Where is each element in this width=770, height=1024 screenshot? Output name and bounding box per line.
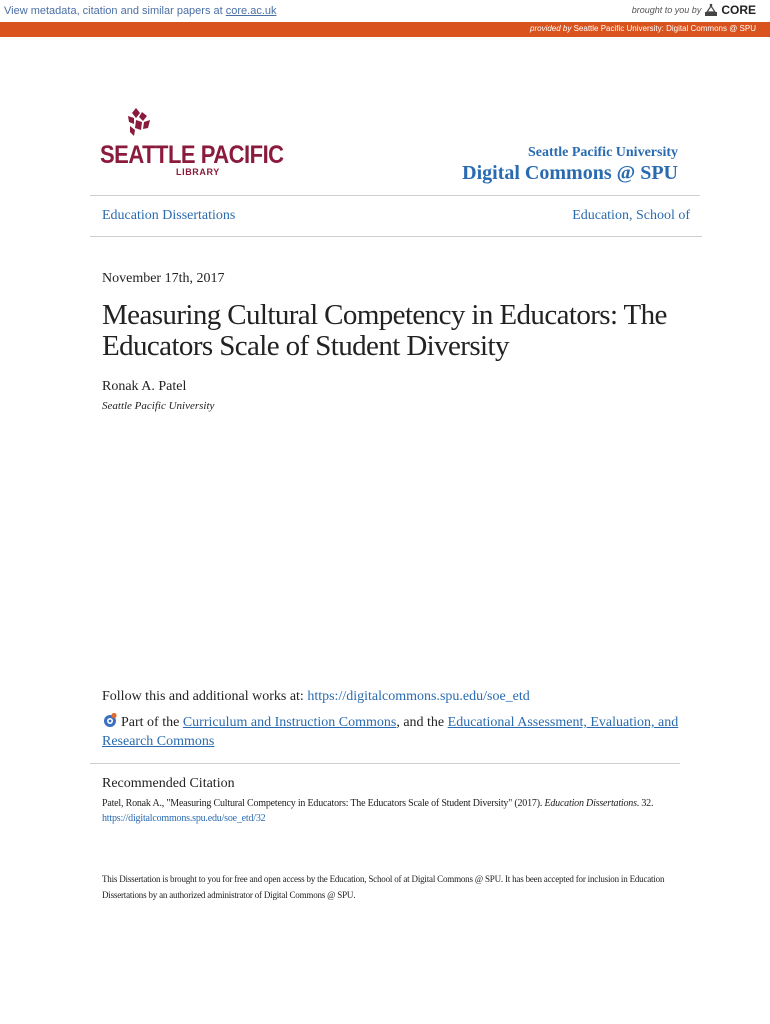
- core-logo-text: CORE: [721, 3, 756, 17]
- core-brand[interactable]: [632, 3, 756, 17]
- document-title: Measuring Cultural Competency in Educators: The Educators Scale of Student Diversity: [102, 299, 667, 362]
- repository-link[interactable]: Digital Commons @ SPU: [462, 162, 678, 184]
- core-banner: [0, 0, 770, 22]
- core-metadata-link[interactable]: [4, 5, 277, 17]
- core-metadata-prefix: View metadata, citation and similar papers at: [4, 5, 226, 17]
- provided-by-label: provided by: [530, 24, 572, 33]
- flame-emblem-icon: [122, 108, 154, 136]
- brought-to-you-label: brought to you by: [631, 5, 702, 15]
- core-site-link[interactable]: core.ac.uk: [225, 5, 277, 17]
- library-logo[interactable]: [100, 108, 284, 180]
- part-of-commons: [102, 712, 682, 751]
- citation-number: . 32.: [636, 798, 654, 809]
- author-name[interactable]: Ronak A. Patel: [102, 379, 187, 394]
- header-divider: [90, 195, 700, 196]
- citation-text: Patel, Ronak A., "Measuring Cultural Competency in Educators: The Educators Scale of Student Diversity" (2017).: [102, 798, 545, 809]
- access-notice: This Dissertation is brought to you for free and open access by the Education, School of at Digital Commons @ SPU. It has been accepted for inclusion in Education Dissertations by an authorized administrator of Digital Commons @ SPU.: [102, 874, 665, 900]
- curriculum-commons-link[interactable]: Curriculum and Instruction Commons: [182, 715, 397, 730]
- provider-name: Seattle Pacific University: Digital Commons @ SPU: [573, 24, 756, 33]
- collection-url-link[interactable]: https://digitalcommons.spu.edu/soe_etd: [307, 689, 530, 704]
- publication-date: November 17th, 2017: [102, 271, 225, 286]
- follow-label: Follow this and additional works at:: [102, 689, 308, 704]
- core-provided-text[interactable]: [530, 24, 756, 33]
- citation-heading: Recommended Citation: [102, 776, 235, 791]
- breadcrumb-school[interactable]: Education, School of: [572, 208, 690, 223]
- library-logo-subtitle: LIBRARY: [176, 167, 220, 177]
- citation-block: [102, 796, 662, 826]
- part-of-prefix: Part of the: [121, 715, 183, 730]
- citation-url-link[interactable]: https://digitalcommons.spu.edu/soe_etd/32: [102, 813, 266, 824]
- citation-journal: Education Dissertations: [544, 798, 637, 809]
- follow-line: [102, 689, 530, 705]
- network-icon: [102, 712, 118, 728]
- core-logo-icon: [704, 3, 718, 17]
- author-affiliation: Seattle Pacific University: [102, 400, 215, 412]
- university-link[interactable]: Seattle Pacific University: [527, 145, 678, 160]
- library-logo-name: SEATTLE PACIFIC: [100, 140, 284, 169]
- breadcrumb-collection[interactable]: Education Dissertations: [102, 208, 236, 223]
- citation-divider: [90, 763, 680, 764]
- breadcrumb-divider: [90, 236, 702, 237]
- assessment-commons-link[interactable]: Educational Assessment, Evaluation, and Research Commons: [102, 715, 679, 749]
- part-of-middle: , and the: [396, 715, 448, 730]
